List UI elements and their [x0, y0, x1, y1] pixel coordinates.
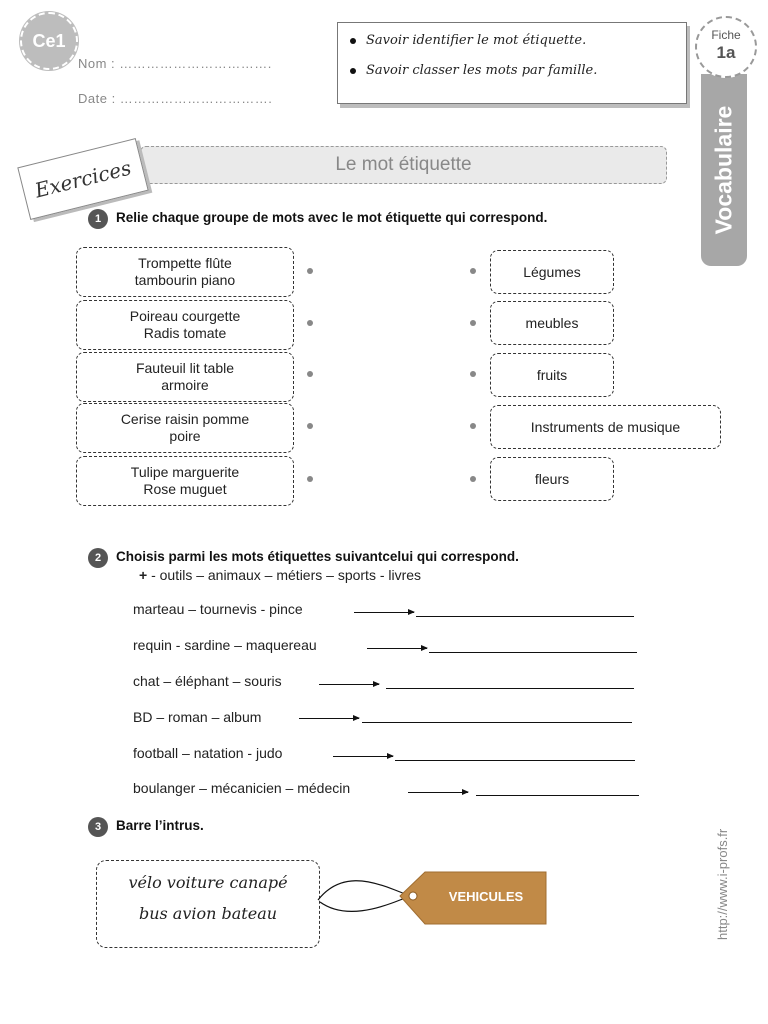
date-field: Date : ……………………………. [78, 91, 273, 106]
exercise2-row: boulanger – mécanicien – médecin [133, 780, 351, 796]
arrow-icon [367, 648, 427, 649]
arrow-icon [408, 792, 468, 793]
answer-line[interactable] [416, 616, 634, 617]
objective-item: Savoir classer les mots par famille. [350, 63, 597, 78]
word-group-box: Cerise raisin pomme poire [76, 403, 294, 453]
answer-line[interactable] [429, 652, 637, 653]
word-list: + - outils – animaux – métiers – sports - livres [139, 567, 422, 583]
label-box: Légumes [490, 250, 614, 294]
answer-line[interactable] [476, 795, 639, 796]
exercises-tag: Exercices [17, 138, 148, 220]
objectives-box [337, 22, 687, 104]
link-dot[interactable] [470, 371, 476, 377]
label-box: fruits [490, 353, 614, 397]
link-dot[interactable] [307, 476, 313, 482]
exercise2-row: requin - sardine – maquereau [133, 637, 317, 653]
label-box: Instruments de musique [490, 405, 721, 449]
answer-line[interactable] [362, 722, 632, 723]
exercise1-instruction: Relie chaque groupe de mots avec le mot étiquette qui correspond. [116, 210, 548, 225]
link-dot[interactable] [470, 476, 476, 482]
link-dot[interactable] [470, 320, 476, 326]
link-dot[interactable] [307, 320, 313, 326]
fiche-label: Fiche [711, 28, 741, 42]
exercise-number: 2 [88, 548, 108, 568]
exercise2-row: football – natation - judo [133, 745, 283, 761]
bullet-icon [350, 68, 356, 74]
link-dot[interactable] [470, 423, 476, 429]
objective-item: Savoir identifier le mot étiquette. [350, 33, 586, 48]
subject-label: Vocabulaire [710, 105, 737, 235]
answer-line[interactable] [386, 688, 634, 689]
label-box: meubles [490, 301, 614, 345]
link-dot[interactable] [470, 268, 476, 274]
level-badge: Ce1 [20, 12, 78, 70]
intrus-line[interactable]: bus avion bateau [138, 904, 278, 923]
link-dot[interactable] [307, 423, 313, 429]
label-box: fleurs [490, 457, 614, 501]
fiche-badge [695, 16, 757, 78]
exercise2-row: BD – roman – album [133, 709, 262, 725]
exercise2-row: marteau – tournevis - pince [133, 601, 303, 617]
exercise2-row: chat – éléphant – souris [133, 673, 282, 689]
bullet-icon [350, 38, 356, 44]
link-dot[interactable] [307, 371, 313, 377]
tag-label: VEHICULES [448, 889, 524, 904]
section-title: Le mot étiquette [140, 146, 667, 184]
arrow-icon [319, 684, 379, 685]
intrus-box [96, 860, 320, 948]
arrow-icon [299, 718, 359, 719]
arrow-icon [354, 612, 414, 613]
exercise-number: 3 [88, 817, 108, 837]
exercise3-instruction: Barre l’intrus. [116, 818, 204, 833]
link-dot[interactable] [307, 268, 313, 274]
answer-line[interactable] [395, 760, 635, 761]
website-url[interactable]: http://www.i-profs.fr [715, 828, 730, 940]
subject-tab [701, 74, 747, 266]
tag-icon [300, 860, 560, 940]
intrus-line[interactable]: vélo voiture canapé [128, 873, 288, 892]
exercise-number: 1 [88, 209, 108, 229]
word-group-box: Trompette flûte tambourin piano [76, 247, 294, 297]
word-group-box: Fauteuil lit table armoire [76, 352, 294, 402]
nom-field: Nom : ……………………………. [78, 56, 272, 71]
word-group-box: Poireau courgette Radis tomate [76, 300, 294, 350]
word-group-box: Tulipe marguerite Rose muguet [76, 456, 294, 506]
exercise2-instruction: Choisis parmi les mots étiquettes suivantcelui qui correspond. [116, 549, 519, 564]
fiche-number: 1a [716, 43, 736, 62]
arrow-icon [333, 756, 393, 757]
